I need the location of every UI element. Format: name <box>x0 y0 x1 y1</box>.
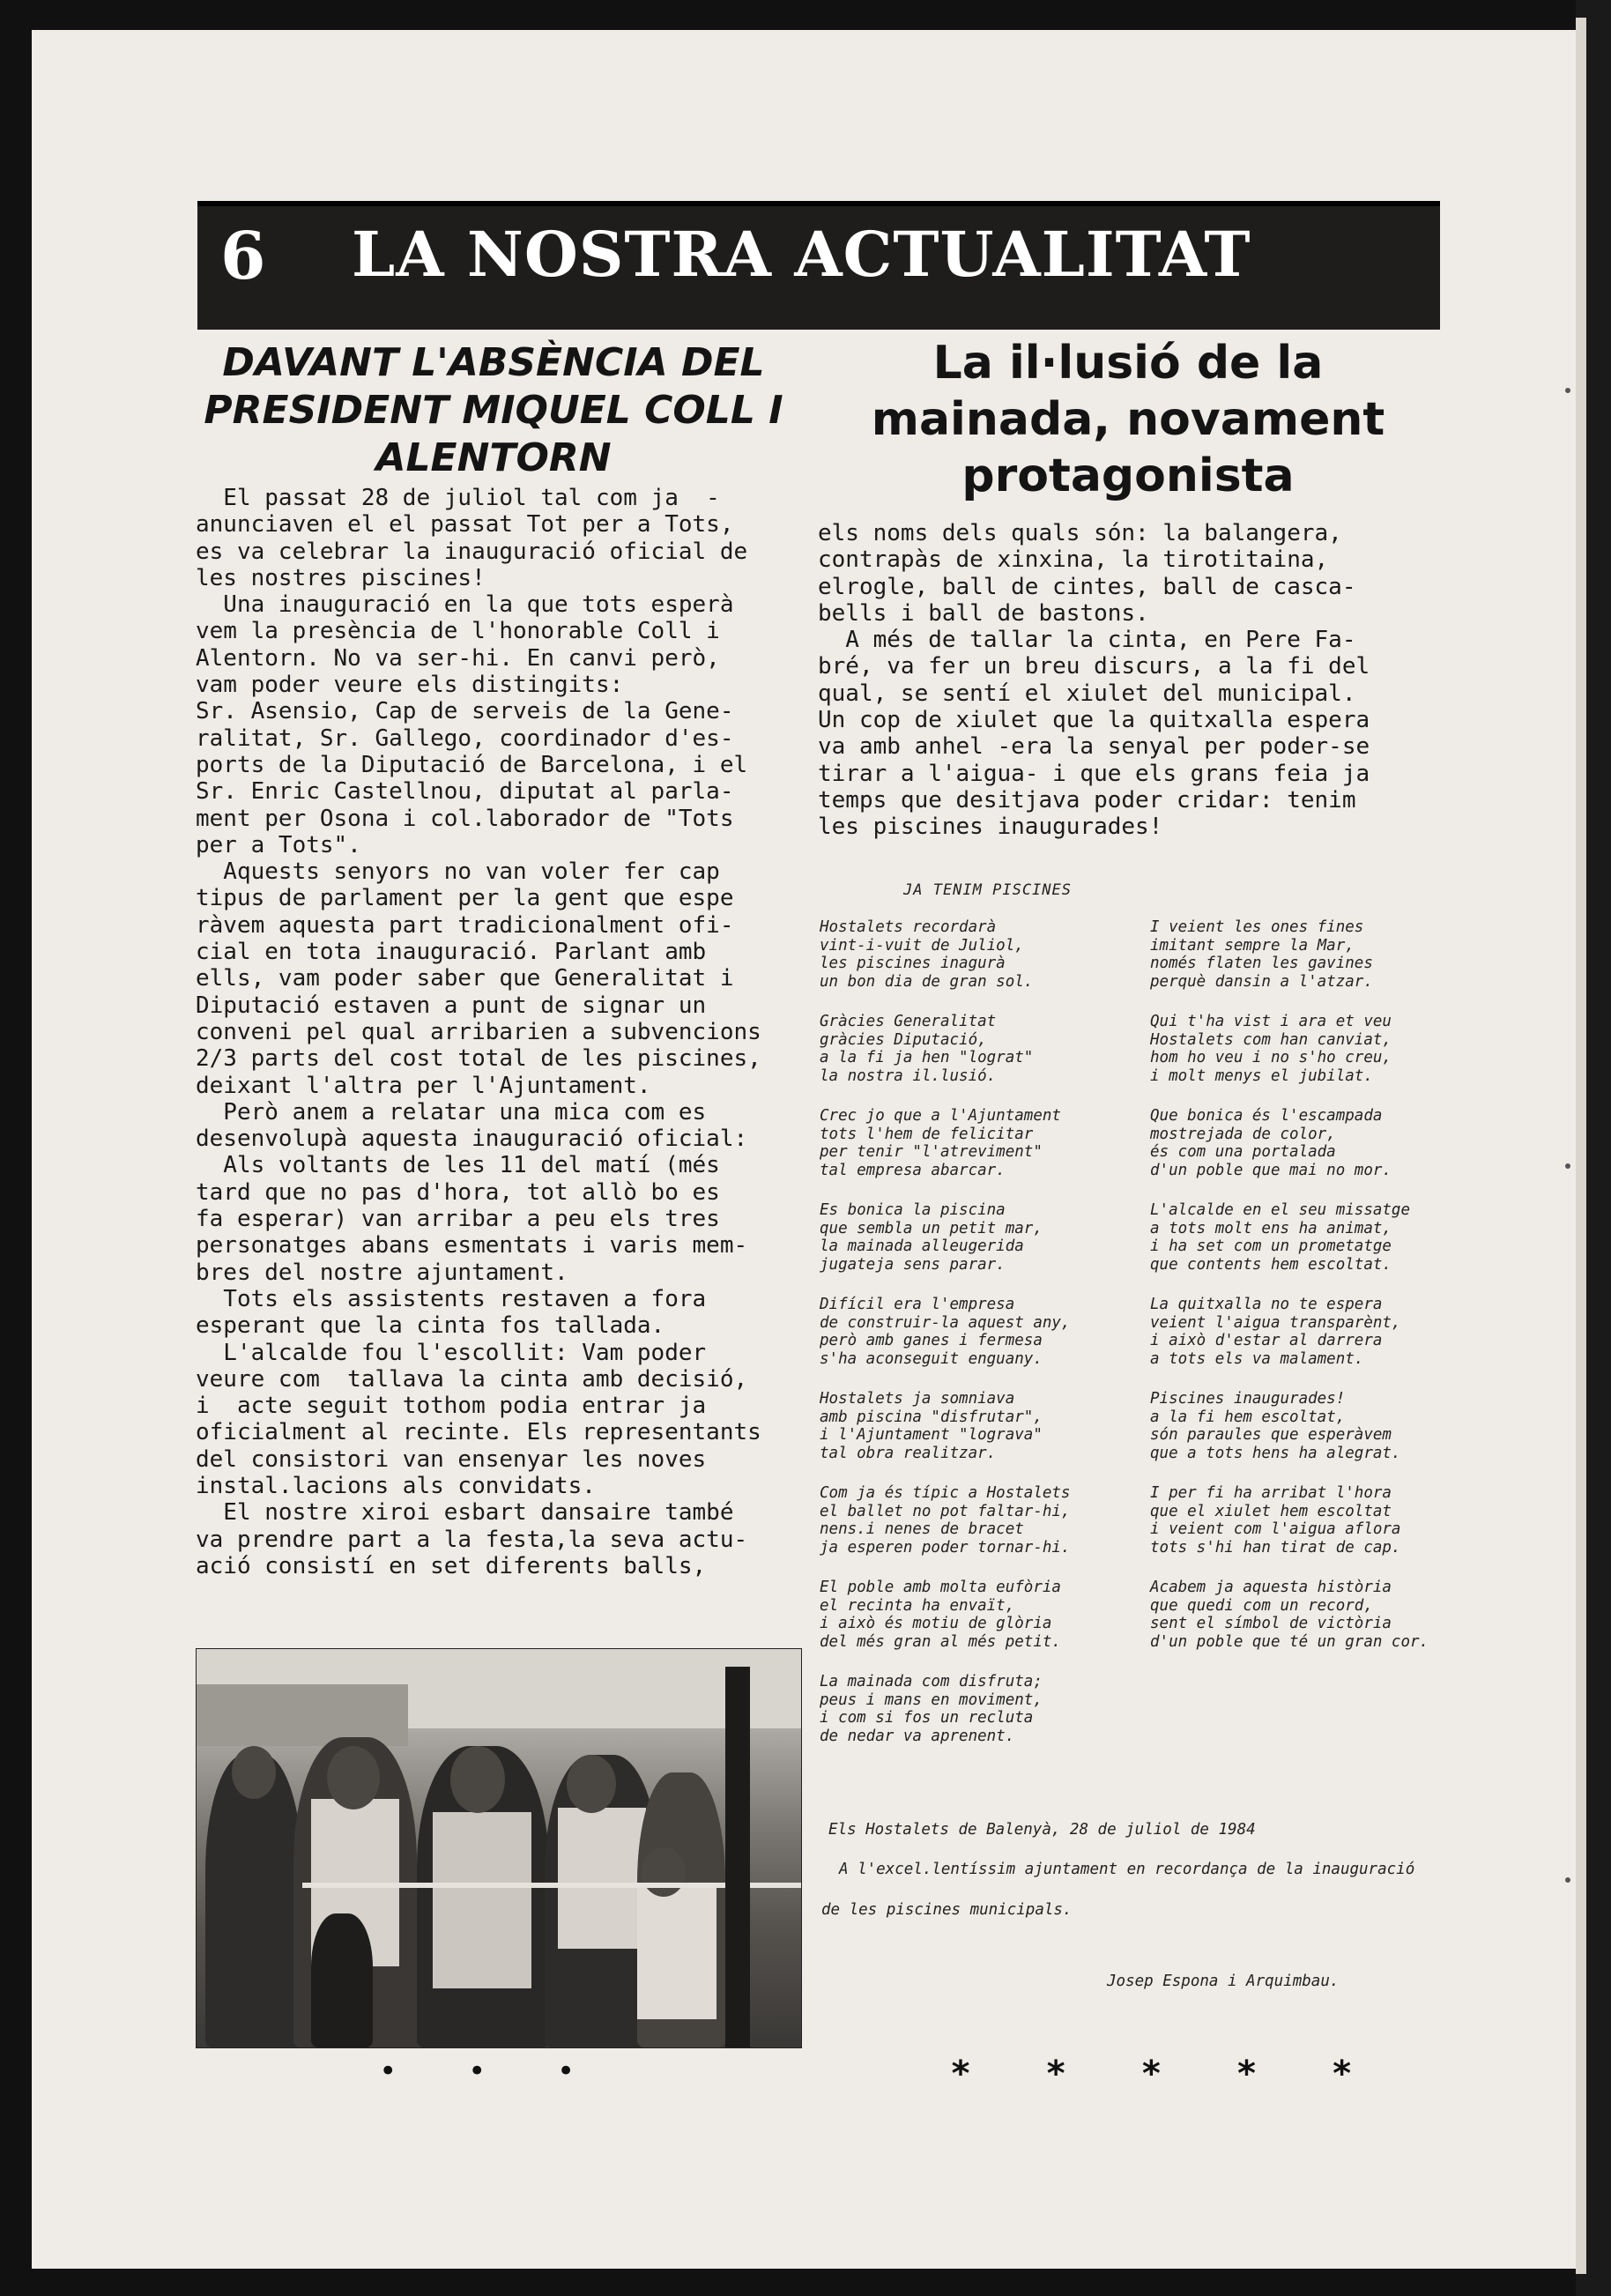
poem-stanza: Hostalets ja somniava amb piscina "disfrutar", i l'Ajuntament "lograva" tal obra realitzar. <box>820 1390 1043 1462</box>
poem-stanza: Difícil era l'empresa de construir-la aquest any, però amb ganes i fermesa s'ha aconseguit enguany. <box>820 1296 1071 1368</box>
poem-stanza: I per fi ha arribat l'hora que el xiulet hem escoltat i veient com l'aigua aflora tots s'hi han tirat de cap. <box>1150 1484 1401 1557</box>
poem-stanza: La quitxalla no te espera veient l'aigua transparènt, i això d'estar al darrera a tots els va malament. <box>1150 1296 1401 1368</box>
poem-stanza: Piscines inaugurades! a la fi hem escoltat, són paraules que esperàvem que a tots hens ha alegrat. <box>1150 1390 1401 1462</box>
poem-stanza: L'alcalde en el seu missatge a tots molt ens ha animat, i ha set com un prometatge que contents hem escoltat. <box>1150 1201 1411 1274</box>
section-title: LA NOSTRA ACTUALITAT <box>352 218 1251 291</box>
poem-stanza: Que bonica és l'escampada mostrejada de color, és com una portalada d'un poble que mai no mor. <box>1150 1107 1392 1179</box>
poem-stanza: Gràcies Generalitat gràcies Diputació, a la fi ja hen "lograt" la nostra il.lusió. <box>820 1013 1034 1085</box>
poem-stanza: Acabem ja aquesta història que quedi com un record, sent el símbol de victòria d'un poble que té un gran cor. <box>1150 1579 1429 1651</box>
poem-stanza: Com ja és típic a Hostalets el ballet no pot faltar-hi, nens.i nenes de bracet ja esperen poder tornar-hi. <box>820 1484 1071 1557</box>
right-headline: La il·lusió de la mainada, novament protagonista <box>871 337 1385 502</box>
left-article-end-mark: • • • <box>379 2054 602 2089</box>
binding-mark <box>1565 1163 1570 1169</box>
poem-column-1 <box>820 918 1119 1767</box>
poem-stanza: El poble amb molta eufòria el recinta ha envaït, i això és motiu de glòria del més gran al més petit. <box>820 1579 1061 1651</box>
poem-dedication-line-2: de les piscines municipals. <box>821 1901 1073 1919</box>
poem-stanza: I veient les ones fines imitant sempre la Mar, només flaten les gavines perquè dansin a l'atzar. <box>1150 918 1373 991</box>
poem-author: Josep Espona i Arquimbau. <box>1107 1973 1340 1990</box>
poem-stanza: Es bonica la piscina que sembla un petit mar, la mainada alleugerida jugateja sens parar. <box>820 1201 1043 1274</box>
binding-mark <box>1565 1877 1570 1883</box>
left-article-body: El passat 28 de juliol tal com ja - anunciaven el el passat Tot per a Tots, es va celebrar la inauguració oficial de les nostres piscines! Una inauguració en la que tots esperà vem la presència de l'honorable Coll i Alentorn. No va ser-hi. En canvi però, vam poder veure els distingits: Sr. Asensio, Cap de serveis de la Gene- ralitat, Sr. Gallego, coordinador d'es- ports de la Diputació de Barcelona, i el Sr. Enric Castellnou, diputat al parla- ment per Osona i col.laborador de "Tots per a Tots". Aquests senyors no van voler fer cap tipus de parlament per la gent que espe ràvem aquesta part tradicionalment ofi- cial en tota inauguració. Parlant amb ells, vam poder saber que Generalitat i Diputació estaven a punt de signar un conveni pel qual arribarien a subvencions 2/3 parts del cost total de les piscines, deixant l'altra per l'Ajuntament. Però anem a relatar una mica com es desenvolupà aquesta inauguració oficial: Als voltants de les 11 del matí (més tard que no pas d'hora, tot allò bo es fa esperar) van arribar a peu els tres personatges abans esmentats i varis mem- bres del nostre ajuntament. Tots els assistents restaven a fora esperant que la cinta fos tallada. L'alcalde fou l'escollit: Vam poder veure com tallava la cinta amb decisió, i acte seguit tothom podia entrar ja oficialment al recinte. Els representants del consistori van ensenyar les noves instal.lacions als convidats. El nostre xiroi esbart dansaire també va prendre part a la festa,la seva actu- ació consistí en set diferents balls, <box>196 485 761 1579</box>
right-article-body: els noms dels quals són: la balangera, contrapàs de xinxina, la tirotitaina, elrogle, ball de cintes, ball de casca- bells i ball de bastons. A més de tallar la cinta, en Pere Fa- bré, va fer un breu discurs, a la fi del qual, se sentí el xiulet del municipal. Un cop de xiulet que la quitxalla espera va amb anhel -era la senyal per poder-se tirar a l'aigua- i que els grans feia ja temps que desitjava poder cridar: tenim les piscines inaugurades! <box>818 520 1370 841</box>
section-header <box>197 201 1440 330</box>
page-edge <box>1576 0 1611 2296</box>
page-number: 6 <box>220 219 266 294</box>
poem-stanza: Crec jo que a l'Ajuntament tots l'hem de felicitar per tenir "l'atreviment" tal empresa abarcar. <box>820 1107 1061 1179</box>
inauguration-photo <box>196 1648 802 2048</box>
poem-stanza: Hostalets recordarà vint-i-vuit de Juliol, les piscines inagurà un bon dia de gran sol. <box>820 918 1034 991</box>
right-article-end-mark: * * * * * <box>950 2054 1379 2094</box>
poem-stanza: Qui t'ha vist i ara et veu Hostalets com han canviat, hom ho veu i no s'ho creu, i molt menys el jubilat. <box>1150 1013 1392 1085</box>
left-headline: DAVANT L'ABSÈNCIA DEL PRESIDENT MIQUEL COLL I ALENTORN <box>204 340 783 480</box>
poem-title: JA TENIM PISCINES <box>903 881 1072 899</box>
poem-dedication-line-1: A l'excel.lentíssim ajuntament en recordança de la inauguració <box>839 1861 1415 1878</box>
binding-mark <box>1565 388 1570 393</box>
poem-column-2 <box>1150 918 1485 1673</box>
poem-stanza: La mainada com disfruta; peus i mans en moviment, i com si fos un recluta de nedar va aprenent. <box>820 1673 1043 1745</box>
poem-place-date: Els Hostalets de Balenyà, 28 de juliol de 1984 <box>828 1821 1256 1839</box>
